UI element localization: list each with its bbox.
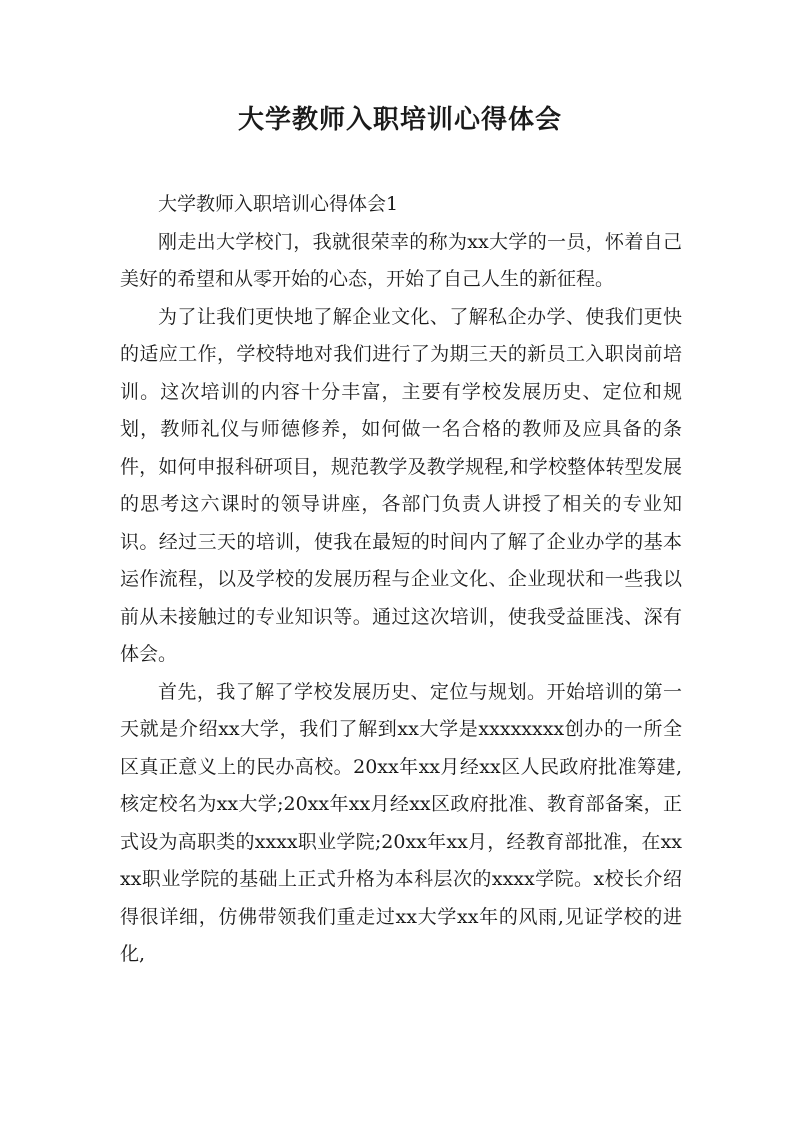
section-heading: 大学教师入职培训心得体会1 xyxy=(158,193,399,215)
document-title: 大学教师入职培训心得体会 xyxy=(237,105,562,135)
paragraph-training-overview: 为了让我们更快地了解企业文化、了解私企办学、使我们更快的适应工作，学校特地对我们进行了为期三天的新员工入职岗前培训。这次培训的内容十分丰富，主要有学校发展历史、定位和规划，教师礼仪与师德修养，如何做一名合格的教师及应具备的条件，如何申报科研项目，规范教学及教学规程,和学校整体转型发展的思考这六课时的领导讲座，各部门负责人讲授了相关的专业知识。经过三天的培训，使我在最短的时间内了解了企业办学的基本运作流程，以及学校的发展历程与企业文化、企业现状和一些我以前从未接触过的专业知识等。通过这次培训，使我受益匪浅、深有体会。 xyxy=(120,305,682,665)
document-body xyxy=(120,186,682,974)
paragraph-intro: 刚走出大学校门，我就很荣幸的称为xx大学的一员，怀着自己美好的希望和从零开始的心态，开始了自己人生的新征程。 xyxy=(120,230,682,290)
paragraph-school-history: 首先，我了解了学校发展历史、定位与规划。开始培训的第一天就是介绍xx大学，我们了解到xx大学是xxxxxxxx创办的一所全区真正意义上的民办高校。20xx年xx月经xx区人民政府批准筹建,核定校名为xx大学;20xx年xx月经xx区政府批准、教育部备案，正式设为高职类的xxxx职业学院;20xx年xx月，经教育部批准，在xxxx职业学院的基础上正式升格为本科层次的xxxx学院。x校长介绍得很详细，仿佛带领我们重走过xx大学xx年的风雨,见证学校的进化, xyxy=(120,680,682,965)
